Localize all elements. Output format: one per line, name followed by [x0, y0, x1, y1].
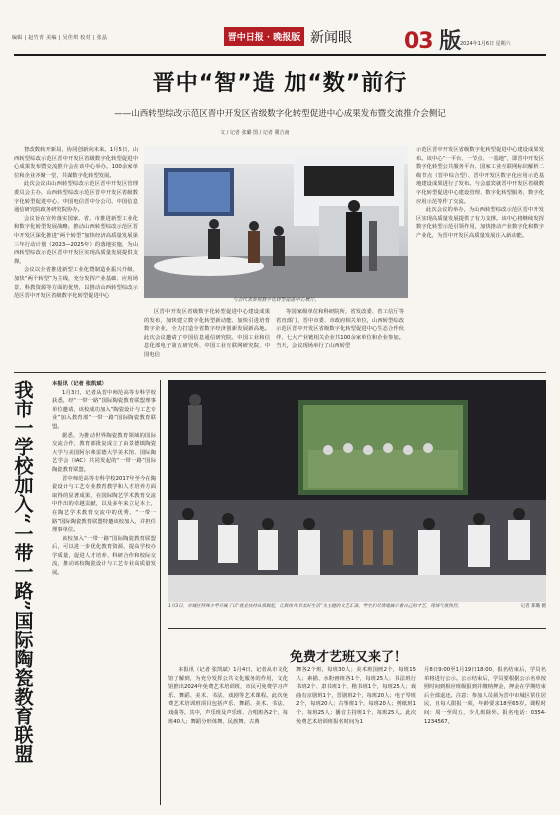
lead-paragraph: 会议旨在宣传落实国家、省、市推进新型工业化和数字化转型发展战略，推动山西转型综改示范区晋中开发区深化推进“两个转型”加快经济高质量发展第三年行动计划（2023—2025年）的落地实施，为山西转型综改示范区晋中开发区实现高质量发展提供支撑。 — [14, 215, 138, 265]
column-divider — [160, 380, 161, 805]
lead-paragraph: 区晋中开发区省级数字化转型促进中心建设成果的发布，加快建立数字化转型新动能、加快引进培育数字企业，全力打造全省数字经济创新发展新高地。此次会议邀请了中国信息通信研究院、中国工业和信息化部电子第五研究所、中国工业互联网研究院、中国电信 — [144, 309, 270, 358]
lead-photo-caption: 与会代表参观数字化转型促进中心展厅。 — [232, 298, 320, 303]
editor-meta: 编辑 | 赵竹青 美编 | 吴佳琪 校对 | 张晶 — [12, 35, 108, 41]
art-paragraph: 本报讯（记者 张凯斌）1月4日，记者从市文化馆了解到，为充分发挥公共文化服务的作用，文化馆推出2024年免费艺术培训班，市民可免费学习声乐、舞蹈、美术、书法、戏剧等艺术课程。此次免费艺术培训班项目包括声乐、舞蹈、美术、书法、戏曲等。其中，声乐班及声乐班、合唱班各2个，每班40人；舞蹈分形体舞、民族舞、古典 — [168, 667, 288, 725]
page-number-value: 03 — [404, 29, 433, 54]
side-paragraph: 晋中师范高等专科学校2017年至今在陶瓷设计与工艺专业教育教学和人才培养方面取得的显著成果，在国际陶艺学术教育交流中作出的卓越贡献，以及多年来立足本土，在陶艺学术教育交流中的优秀，“一带一路”国际陶瓷教育联盟特邀该校加入，并担任理事单位。 — [52, 475, 156, 534]
performance-caption-text: 1月3日，市城区特殊小学开展了以“就业扶持从我做起，让群体共享美好生活”为主题的文艺汇演。学生们尽情地展示着自己的才艺，现场气氛热烈。 — [168, 604, 462, 609]
side-article-body — [52, 380, 156, 800]
lead-subheadline: ——山西转型综改示范区晋中开发区省级数字化转型促进中心成果发布暨交流推介会侧记 — [114, 109, 446, 119]
brand-name: 晋中日报 · 晚报版 — [227, 33, 301, 43]
page-suffix: 版 — [439, 29, 461, 54]
brand-logo — [224, 27, 304, 46]
lead-photo — [144, 146, 408, 298]
art-column-3 — [424, 666, 546, 806]
section-divider — [14, 372, 546, 373]
stage-performance-image — [168, 380, 546, 602]
exhibition-hall-image — [144, 146, 408, 298]
masthead — [0, 0, 560, 56]
lead-paragraph: 此次会议的举办，为山西转型综改示范区晋中开发区实现高质量发展提供了有力支撑。该中心将继续发挥数字化转型示范引领作用，加快推动产业数字化和数字产业化，为晋中开发区高质量发展注入新动能。 — [416, 207, 544, 239]
side-paragraph: 该校加入“一带一路”国际陶瓷教育联盟后，可以进一步优化教育资源，提高学校办学质量，促进人才培养、科研合作和校际交流，推动该校陶瓷设计与工艺专业高质量发展。 — [52, 535, 156, 577]
lead-paragraph: 示范区晋中开发区省级数字化转型促进中心建设成果发布。该中心“一平台、一节点、一基地”，即晋中开发区数字化转型公共服务平台、国家工业互联网标识解析二级节点（晋中综合型）、晋中开发区数字化应用示范基地建设成果进行了发布。与会嘉宾就晋中开发区省级数字化转型促进中心建设管理、数字化转型服务、数字化应用示范等作了交流。 — [416, 147, 544, 205]
masthead-rule — [14, 54, 546, 56]
performance-caption — [168, 604, 546, 624]
issue-date: 2024年1月6日 星期六 — [460, 41, 511, 47]
lead-paragraph: 会议以全省推进新型工业化暨制造业振兴升级、加快“两个转型”为主线，充分发挥产业基础、应用场景、科教资源等方面的优势，以推动山西转型综改示范区晋中开发区省级数字化转型促进中心 — [14, 267, 138, 300]
lead-column-mid-1 — [144, 308, 270, 366]
lead-paragraph: 此次会议由山西转型综改示范区晋中开发区管理委员会主办，山西转型综改示范区晋中开发区省级数字化转型促进中心、中国电信晋中分公司、中国信息通信研究院政务研究院协办。 — [14, 181, 138, 214]
art-column-1 — [168, 666, 288, 806]
side-article-title-block — [12, 380, 46, 770]
lead-headline: 晋中“智”造 加“数”前行 — [152, 71, 408, 96]
lead-column-mid-2 — [276, 308, 404, 366]
lead-column-1 — [14, 146, 138, 361]
art-paragraph: 月8日9:00至1月19日18:00，报名结束后，学员名单将进行公示。公示结束后，学员要根据公示名单按照时间到相应班级报到并缴纳押金，押金在学期结束后全部退还。注意：参加人员须为晋中市城区常住居民，且每人限报一项，年龄要求18至65岁。课程时间：周一至周五，少儿班除外。报名电话：0354-1234567。 — [424, 667, 546, 725]
performance-photo-credit: 记者 郑璐 摄 — [520, 604, 546, 609]
side-paragraph: 1月3日，记者从晋中师范高等专科学校获悉，经“一带一路”国际陶瓷教育联盟理事单位邀请，该校成功加入“陶瓷设计与工艺专业”加入教育部“一带一路”国际陶瓷教育联盟。 — [52, 389, 156, 430]
side-paragraph: 据悉，为推动世界陶瓷教育领域的国际交流合作，教育部批复成立了由景德镇陶瓷大学与美国阿尔弗雷德大学美术馆、国际陶艺学会（IAC）共同发起的“一带一路”国际陶瓷教育联盟。 — [52, 432, 156, 473]
art-column-2 — [296, 666, 416, 806]
lead-column-right — [416, 146, 544, 368]
side-article-title: 我市一学校加入“一带一路”国际陶瓷教育联盟 — [11, 380, 34, 763]
art-paragraph: 舞各2个班，每班30人；美术班国画2个，每班15人；素描、水粉画班各1个，每班25人；书法班行书班2个、隶书班1个、楷书班1个，每班25人；戏曲有京剧班1个，晋剧班2个，每班20人；电子琴班2个，每班20人；古筝班1个，每班20人；剪纸班1个，每班25人；播音主持班1个，每班25人。此次免费艺术培训班报名时间为1 — [296, 667, 416, 725]
art-article-title: 免费才艺班又来了！ — [290, 650, 408, 665]
section-divider — [168, 628, 546, 629]
section-name: 新闻眼 — [310, 30, 352, 46]
lead-paragraph: 等国家级单位和科研院所，省发改委、省工信厅等省直部门，晋中市委、市政府相关单位，山西转型综改示范区晋中开发区省级数字化转型促进中心生态合作伙伴、七大产业链相关企业共100余家单位和企业参加。当天，会议现场举行了山西转型 — [276, 309, 404, 350]
lead-byline: 文 / 记者 张璐 图 / 记者 冀吉南 — [220, 130, 290, 136]
lead-paragraph: 智改数转开新局，协同创新向未来。1月5日，山西转型综改示范区晋中开发区省级数字化转型促进中心成果发布暨交流推介会在该中心举办。100余家单位和企业齐聚一堂，共谋数字化转型发展。 — [14, 147, 138, 179]
page-number — [404, 24, 460, 55]
side-byline: 本报讯（记者 张凯斌） — [52, 381, 107, 387]
performance-photo — [168, 380, 546, 602]
